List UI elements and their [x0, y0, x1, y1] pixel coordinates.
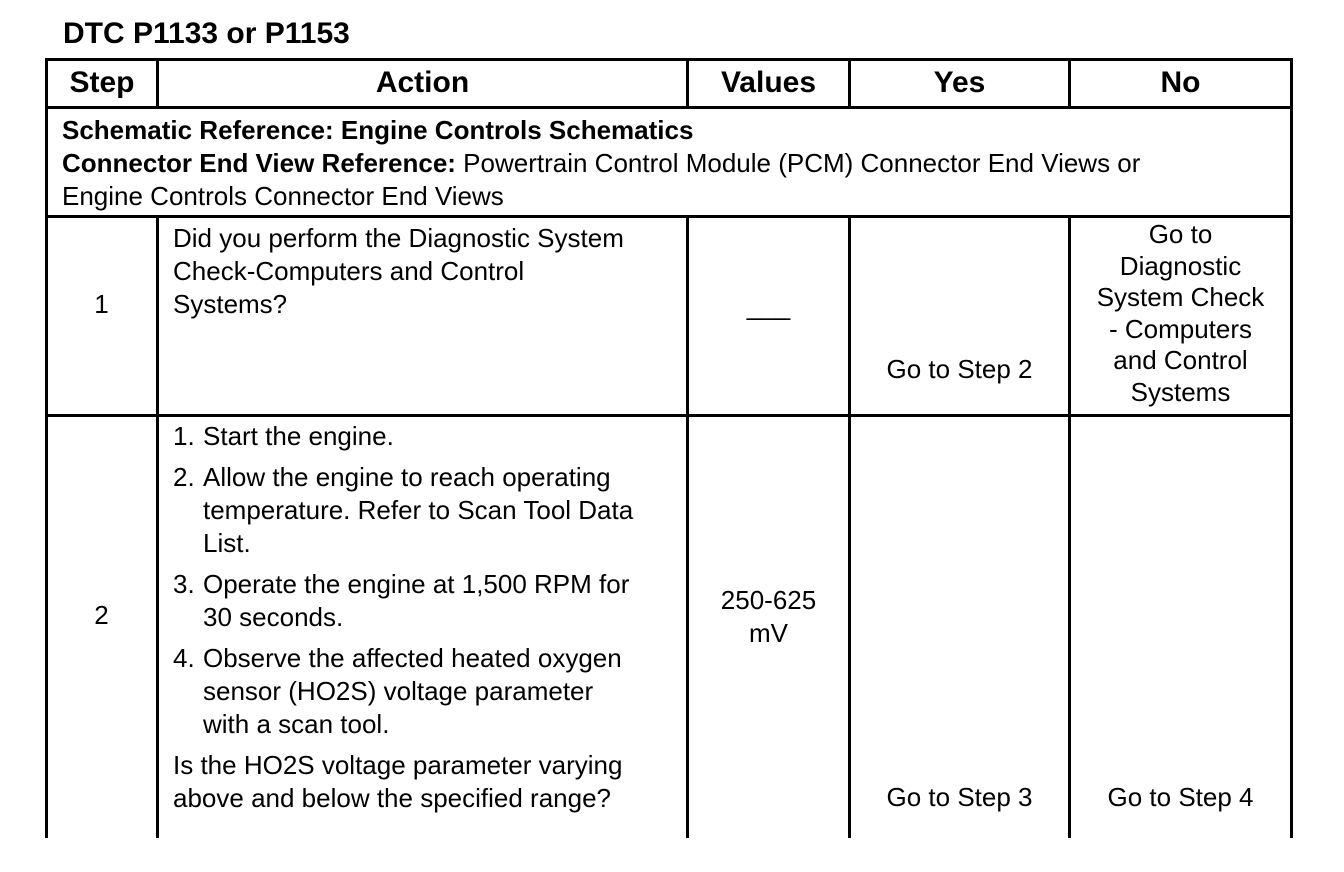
list-item: [173, 568, 685, 634]
action-text: [173, 222, 683, 321]
no-line: and Control: [1113, 345, 1248, 375]
substep-line: List.: [203, 528, 251, 558]
header-values: Values: [720, 66, 817, 99]
action-line: Systems?: [173, 289, 288, 319]
table-right-border: [1290, 58, 1293, 838]
question-line: above and below the specified range?: [173, 783, 611, 813]
substep-line: 30 seconds.: [203, 602, 344, 632]
substep-line: Start the engine.: [203, 421, 394, 451]
question-line: Is the HO2S voltage parameter varying: [173, 750, 623, 780]
reference-bottom-border: [45, 215, 1293, 218]
values-column-divider: [848, 216, 851, 838]
yes-action: Go to Step 3: [886, 782, 1033, 812]
connector-reference-line-2: Engine Controls Connector End Views: [62, 181, 504, 211]
no-action: Go to Step 4: [1107, 782, 1254, 812]
no-action: [1071, 219, 1290, 408]
connector-reference-label: Connector End View Reference:: [62, 148, 456, 178]
action-line: Check-Computers and Control: [173, 256, 525, 286]
no-line: System Check: [1096, 282, 1265, 312]
value-text: [689, 584, 848, 650]
no-line: Systems: [1130, 376, 1231, 407]
diagnostic-table: [45, 58, 1293, 838]
yes-action: Go to Step 2: [886, 354, 1033, 384]
value-text: ___: [746, 291, 791, 321]
header-action: Action: [375, 66, 470, 99]
substep-line: Operate the engine at 1,500 RPM for: [203, 569, 630, 599]
header-yes: Yes: [933, 66, 986, 99]
step-number: 2: [94, 600, 109, 630]
page-title: DTC P1133 or P1153: [63, 17, 350, 50]
no-line: Go to: [1148, 219, 1213, 249]
substep-line: Observe the affected heated oxygen: [203, 643, 622, 673]
value-line: mV: [749, 618, 788, 648]
substep-number: 4.: [173, 643, 195, 673]
action-line: Did you perform the Diagnostic System: [173, 223, 624, 253]
reference-block: [62, 114, 1282, 213]
connector-reference-line: [62, 147, 1282, 180]
substep-line: Allow the engine to reach operating: [203, 462, 611, 492]
no-line: Diagnostic: [1119, 250, 1242, 281]
action-text: [173, 420, 685, 815]
substep-line: sensor (HO2S) voltage parameter: [203, 676, 594, 706]
list-item: [173, 420, 685, 453]
substep-list: [173, 420, 685, 741]
substep-number: 3.: [173, 569, 195, 599]
table-left-border: [45, 58, 48, 838]
list-item: [173, 461, 685, 560]
substep-number: 2.: [173, 462, 195, 492]
substep-line: temperature. Refer to Scan Tool Data: [203, 495, 634, 525]
no-line: - Computers: [1108, 313, 1253, 344]
substep-number: 1.: [173, 421, 195, 451]
connector-reference-text: Powertrain Control Module (PCM) Connector End Views or: [455, 148, 1141, 178]
step-number: 1: [94, 289, 109, 319]
substep-line: with a scan tool.: [203, 709, 390, 739]
list-item: [173, 642, 685, 741]
value-line: 250-625: [720, 585, 817, 615]
schematic-reference: Schematic Reference: Engine Controls Schematics: [62, 115, 694, 145]
header-no: No: [1160, 66, 1201, 99]
header-step: Step: [69, 66, 135, 99]
row-1-bottom-border: [45, 414, 1293, 417]
